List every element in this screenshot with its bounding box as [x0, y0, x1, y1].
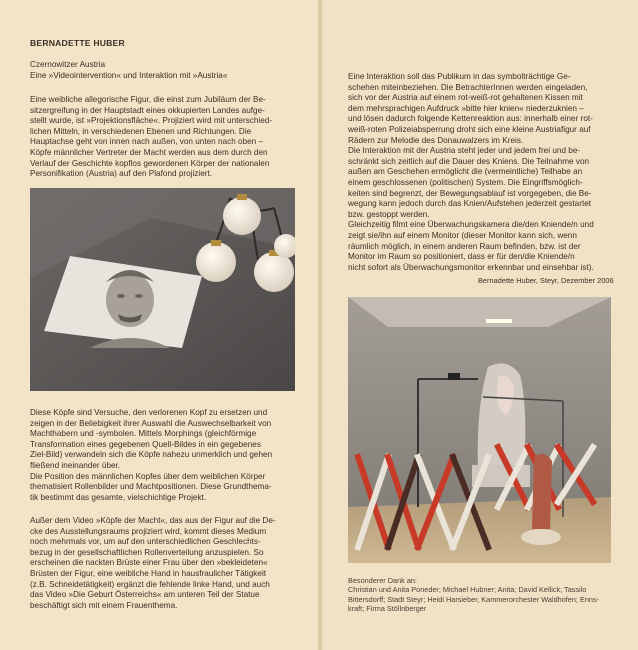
installation-photo — [348, 297, 611, 563]
projection-photo-graphic — [30, 188, 295, 391]
subtitle: Czernowitzer Austria Eine »Videointervention« und Interaktion mit »Austria« — [30, 60, 228, 80]
video-paragraph: Außer dem Video »Köpfe der Macht«, das aus der Figur auf die De- cke des Ausstellungsraums projiziert wird, kommt dieses Medium noch mehrmals vor, um auf den unterschiedlichen Geschlechts- bezug in der gesellschaftlichen Rollenverteilung anzuspielen. So erscheinen die nackten Brüste einer Frau über den »bekleideten« Brüsten der Figur, eine weibliche Hand in hausfraulicher Tätigkeit (z.B. Schneidetätigkeit) ergänzt die fehlende linke Hand, und auch das Video »Die Geburt Österreichs« am unteren Teil der Statue beschäftigt sich mit einem Frauenthema. — [30, 516, 276, 610]
signature: Bernadette Huber, Steyr, Dezember 2006 — [478, 276, 614, 285]
intro-paragraph: Eine weibliche allegorische Figur, die einst zum Jubiläum der Be- sitzergreifung in der Hauptstadt eines okkupierten Landes aufge- stellt wurde, ist »Projektionsfläche«. Projiziert wird mit unterschied- lichen Mitteln, in verschiedenen Ebenen und Richtungen. Die Hauptachse geht von innen nach außen, von unten nach oben – Köpfe männlicher Vertreter der Macht werden aus dem durch den Verlauf der Geschichte kopflos gewordenen Körper der nationalen Personifikation (Austria) auf den Plafond projiziert. — [30, 95, 273, 179]
installation-photo-graphic — [348, 297, 611, 563]
credits: Besonderer Dank an: Christian und Anita Poneder; Michael Hubner; Anita; David Kellick; Tassilo Bittersdorff; Stadt Steyr; Heidi Harsieber, Kammerorchester Waldhofen; Enns- kraft; Firma Stöllnberger — [348, 576, 600, 614]
author-heading: BERNADETTE HUBER — [30, 38, 125, 48]
morphing-paragraph: Diese Köpfe sind Versuche, den verlorenen Kopf zu ersetzen und zeigen in der Beliebigkeit ihrer Auswahl die Auswechselbarkeit von Machthabern und -symbolen. Mittels Morphings (gleichförmige Transformation eines gegebenen Quell-Bildes in ein gegebenes Ziel-Bild) verwandeln sich die Köpfe nahezu unmerklich und gehen fließend ineinander über. Die Position des männlichen Kopfes über dem weiblichen Körper thematisiert Rollenbilder und Machtpositionen. Diese Grundthema- tik bestimmt das gesamte, vielschichtige Projekt. — [30, 408, 273, 502]
interaction-paragraph: Eine Interaktion soll das Publikum in das symbolträchtige Ge- schehen miteinbeziehen. Die BetrachterInnen werden eingeladen, sich vor der Austria auf einem rot-weiß-rot gehaltenen Kissen mit dem mehrsprachigen Aufdruck »bitte hier knien« niederzuknien – und lösen dadurch folgende Kettenreaktion aus: innerhalb einer rot- weiß-roten Polizeiabsperrung droht sich eine kleine Austriafigur auf Rädern zur Melodie des Donauwalzers im Kreis. Die Interaktion mit der Austria steht jeder und jedem frei und be- schränkt sich zeitlich auf die Dauer des Kniens. Die Teilnahme von außen am Geschehen ermöglicht die (vermeintliche) Teilhabe an einem geschlossenen (politischen) System. Die Eingriffsmöglich- keiten sind begrenzt, der Bewegungsablauf ist vorgegeben, die Be- wegung kann jedoch durch das Knien/Aufstehen jederzeit gestartet bzw. gestoppt werden. Gleichzeitig filmt eine Überwachungskamera die/den Kniende/n und zeigt sie/ihn auf einem Monitor (dieser Monitor kann sich, wenn räumlich möglich, in einem anderen Raum befinden, bzw. ist der Monitor im Raum so positioniert, dass er für den/die Kniende/n nicht sofort als Überwachungsmonitor erkennbar und einsehbar ist). — [348, 72, 594, 272]
projection-photo — [30, 188, 295, 391]
page-fold — [318, 0, 323, 650]
